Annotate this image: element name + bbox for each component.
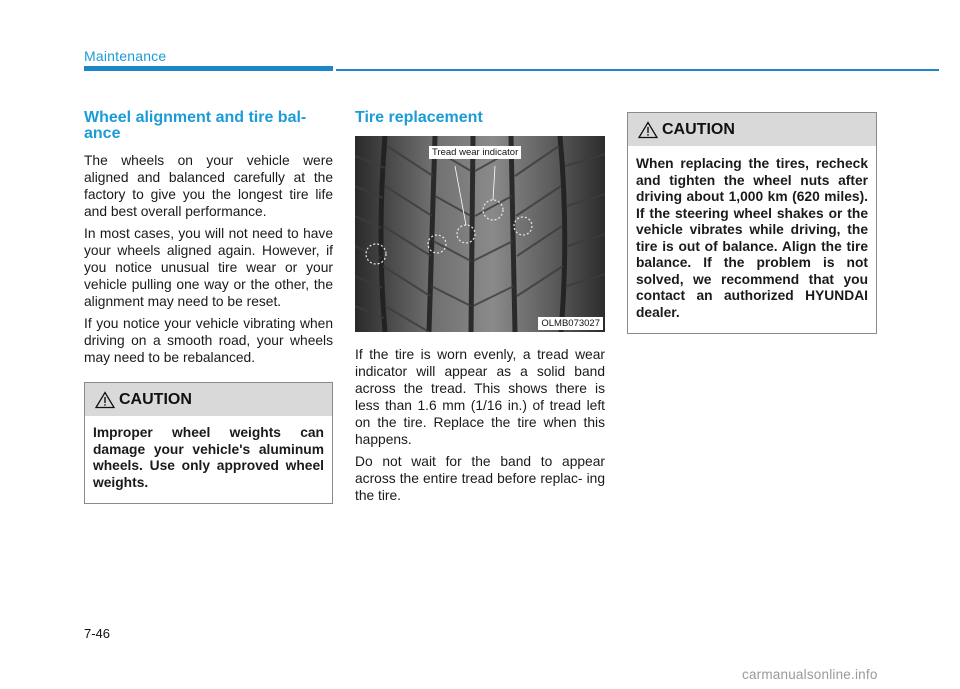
tire-replacement-paragraph-1: If the tire is worn evenly, a tread wear indicator will appear as a solid band across the tread. This shows there is less than 1.6 mm (1/16 in.) of tread left on the tire. Replace the tire when this happens. xyxy=(355,347,605,447)
watermark: carmanualsonline.info xyxy=(742,667,878,682)
caution-title: CAUTION xyxy=(119,390,192,408)
warning-triangle-icon xyxy=(95,391,115,409)
tread-wear-indicator-label: Tread wear indicator xyxy=(429,146,521,159)
caution-box-wheel-weights xyxy=(84,382,333,504)
caution-text: When replacing the tires, recheck and tighten the wheel nuts after driving about 1,000 km (620 miles). If the steering wheel shakes or the vehicle vibrates while driving, the tire is out of balance. Align the tire balance. If the problem is not solved, we recommend that you contact an authorized HYUNDAI dealer. xyxy=(636,156,868,320)
wheel-alignment-heading: Wheel alignment and tire bal- ance xyxy=(84,109,307,142)
tire-tread-illustration xyxy=(355,136,605,332)
column-wheel-alignment xyxy=(84,110,333,504)
caution-header xyxy=(628,113,876,146)
wheel-alignment-paragraph-1: The wheels on your vehicle were aligned and balanced carefully at the factory to give you the longest tire life and best overall performance. xyxy=(84,153,333,219)
image-code: OLMB073027 xyxy=(538,317,603,330)
tire-replacement-paragraph-2: Do not wait for the band to appear across the entire tread before replac- ing the tire. xyxy=(355,454,605,503)
wheel-alignment-paragraph-2: In most cases, you will not need to have your wheels aligned again. However, if you notice unusual tire wear or your vehicle pulling one way or the other, the alignment may need to be reset. xyxy=(84,226,333,309)
wheel-alignment-paragraph-3: If you notice your vehicle vibrating when driving on a smooth road, your wheels may need to be rebalanced. xyxy=(84,316,333,365)
column-tire-replacement xyxy=(355,110,605,509)
section-title: Maintenance xyxy=(84,48,167,64)
column-caution-tires xyxy=(627,112,877,334)
page-number: 7-46 xyxy=(84,626,111,641)
caution-title: CAUTION xyxy=(662,120,735,138)
caution-header xyxy=(85,383,332,416)
header-rule-thin xyxy=(336,69,939,71)
caution-box-tire-replacement xyxy=(627,112,877,334)
caution-text: Improper wheel weights can damage your vehicle's aluminum wheels. Use only approved wheel weights. xyxy=(93,425,324,490)
warning-triangle-icon xyxy=(638,121,658,139)
header-rule-thick xyxy=(84,66,333,71)
tire-replacement-heading: Tire replacement xyxy=(355,109,483,126)
tire-tread-photo xyxy=(355,136,605,332)
